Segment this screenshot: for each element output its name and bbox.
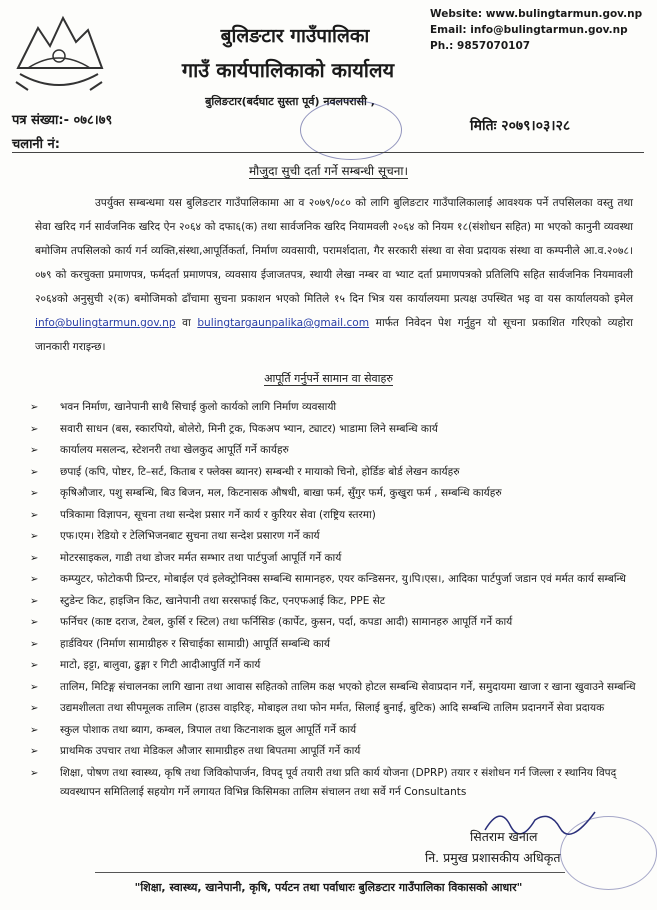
list-title: आपूर्ति गर्नुपर्ने सामान वा सेवाहरु bbox=[264, 372, 393, 385]
signatory-title: नि. प्रमुख प्रशासकीय अधिकृत bbox=[425, 850, 561, 865]
bullet-arrow-icon: ➢ bbox=[30, 681, 39, 693]
list-item-text: शिक्षा, पोषण तथा स्वास्थ्य, कृषि तथा जिविकोपार्जन, विपद् पूर्व तयारी तथा प्रति कार्य योजना (DPRP) तयार र संशोधन गर्न जिल्ला र स्थानिय विपद् व्यवस्थापन समितिलाई सहयोग गर्ने लगायत विभिन्न किसिमका तालिम संचालन तथा सर्वे गर्न Consultants bbox=[60, 766, 617, 798]
list-item bbox=[30, 742, 642, 762]
bullet-arrow-icon: ➢ bbox=[30, 660, 39, 671]
list-item-text: छपाई (कपि, पोष्टर, टि–सर्ट, किताब र फ्लेक्स ब्यानर) सम्बन्धी र मायाको चिनो, होर्डिङ बोर्ड लेखन कार्यहरु bbox=[60, 465, 460, 478]
list-item bbox=[30, 398, 642, 418]
notice-body bbox=[35, 191, 633, 359]
list-item bbox=[30, 441, 642, 461]
list-item-text: कृषिऔजार, पशु सम्बन्धि, बिउ बिजन, मल, किटनासक औषधी, बाखा फर्म, सुँगुर फर्म, कुखुरा फर्म , सम्बन्धि कार्यहरु bbox=[60, 487, 502, 499]
list-item-text: कार्यालय मसलन्द, स्टेशनरी तथा खेलकुद आपूर्ति गर्ने कार्यहरु bbox=[60, 444, 289, 456]
list-item bbox=[30, 484, 642, 504]
list-item bbox=[30, 721, 642, 741]
notice-subject: मौजुदा सुची दर्ता गर्ने सम्बन्धी सूचना। bbox=[248, 164, 409, 178]
office-name: बुलिङटार गाउँपालिका bbox=[220, 25, 370, 47]
email-text: Email: info@bulingtarmun.gov.np bbox=[430, 24, 628, 36]
list-item-text: स्कुल पोशाक तथा ब्याग, कम्बल, त्रिपाल तथा किटनाशक झुल आपूर्ति गर्ने कार्य bbox=[60, 723, 357, 736]
list-item-text: तालिम, मिटिङ्ग संचालनका लागि खाना तथा आवास सहितको तालिम कक्ष भएको होटल सम्बन्धि सेवाप्रदान गर्ने, समुदायमा खाजा र खाना खुवाउने सम्बन्धि bbox=[60, 680, 636, 693]
dispatch-number: चलानी नं: bbox=[12, 137, 60, 152]
bullet-arrow-icon: ➢ bbox=[30, 746, 39, 757]
reference-number: पत्र संख्या:- ०७८।७९ bbox=[12, 113, 113, 128]
list-item-text: कम्प्युटर, फोटोकपी प्रिन्टर, मोबाईल एवं इलेक्ट्रोनिक्स सम्बन्धि सामानहरु, एयर कन्डिसनर, यु।पि।एस।, आदिका पार्टपुर्जा जडान एवं मर्मत कार्य सम्बन्धि bbox=[60, 573, 626, 585]
supply-list bbox=[30, 398, 642, 805]
list-item bbox=[30, 635, 642, 655]
footer-divider bbox=[95, 872, 565, 873]
bullet-arrow-icon: ➢ bbox=[30, 767, 39, 779]
office-stamp-icon bbox=[300, 100, 402, 160]
bullet-arrow-icon: ➢ bbox=[30, 638, 39, 650]
list-item bbox=[30, 506, 642, 526]
bullet-arrow-icon: ➢ bbox=[30, 402, 39, 413]
government-emblem-icon bbox=[8, 8, 110, 100]
body-paragraph bbox=[35, 191, 633, 359]
office-name-secondary: गाउँ कार्यपालिकाको कार्यालय bbox=[181, 58, 395, 82]
official-seal-icon bbox=[560, 816, 657, 890]
list-item-text: पत्रिकामा विज्ञापन, सूचना तथा सन्देश प्रसार गर्ने कार्य र कुरियर सेवा (राष्ट्रिय स्तरमा) bbox=[60, 508, 376, 521]
list-item bbox=[30, 678, 642, 698]
signatory-name: सितराम खनाल bbox=[470, 829, 538, 844]
list-item-text: माटो, इट्टा, बालुवा, ढुङ्गा र गिटी आदीआपुर्ति गर्ने कार्य bbox=[60, 659, 261, 671]
bullet-arrow-icon: ➢ bbox=[30, 617, 39, 628]
contact-block bbox=[430, 6, 642, 54]
list-item-text: उद्यमशीलता तथा सीपमूलक तालिम (हाउस वाइरिङ्, मोबाइल तथा फोन मर्मत, सिलाई बुनाई, बुटिक) आदि सम्बन्धि तालिम प्रदानगर्ने सेवा प्रदायक bbox=[60, 702, 605, 714]
bullet-arrow-icon: ➢ bbox=[30, 509, 39, 521]
footer-slogan: "शिक्षा, स्वास्थ्य, खानेपानी, कृषि, पर्यटन तथा पर्वाधारः बुलिङटार गाउँपालिका विकासको आधार" bbox=[134, 881, 523, 894]
bullet-arrow-icon: ➢ bbox=[30, 445, 39, 456]
office-email-link[interactable]: info@bulingtarmun.gov.np bbox=[35, 317, 176, 329]
list-item bbox=[30, 463, 642, 483]
list-item-text: स्टुडेन्ट किट, हाइजिन किट, खानेपानी तथा सरसफाई किट, एनएफआई किट, PPE सेट bbox=[60, 594, 386, 607]
list-item bbox=[30, 527, 642, 547]
list-item-text: सवारी साधन (बस, स्कारपियो, बोलेरो, मिनी ट्रक, पिकअप भ्यान, ट्याटर) भाडामा लिने सम्बन्धि कार्य bbox=[60, 422, 438, 435]
list-item bbox=[30, 699, 642, 719]
list-item-text: प्राथमिक उपचार तथा मेडिकल औजार सामाग्रीहरु तथा बिपतमा आपूर्ति गर्ने कार्य bbox=[60, 745, 361, 757]
header-divider bbox=[12, 152, 644, 153]
bullet-arrow-icon: ➢ bbox=[30, 531, 39, 542]
bullet-arrow-icon: ➢ bbox=[30, 423, 39, 435]
list-item bbox=[30, 656, 642, 676]
list-item-text: भवन निर्माण, खानेपानी साथै सिचाई कुलो कार्यको लागि निर्माण व्यवसायी bbox=[60, 401, 337, 413]
bullet-arrow-icon: ➢ bbox=[30, 552, 39, 564]
website-text: Website: www.bulingtarmun.gov.np bbox=[430, 8, 643, 20]
body-text-3: मार्फत निवेदन पेश गर्नुहुन यो सूचना प्रकाशित गरिएको व्यहोरा जानकारी गराइन्छ। bbox=[35, 317, 633, 353]
list-item bbox=[30, 613, 642, 633]
bullet-arrow-icon: ➢ bbox=[30, 724, 39, 736]
gmail-link[interactable]: bulingtargaunpalika@gmail.com bbox=[197, 317, 370, 329]
list-item-text: मोटरसाइकल, गाडी तथा डोजर मर्मत सम्भार तथा पार्टपुर्जा आपूर्ति गर्ने कार्य bbox=[60, 551, 342, 564]
list-item-text: फर्निचर (काष्ट दराज, टेबल, कुर्सि र स्टिल) तथा फर्निसिङ (कार्पेट, कुसन, पर्दा, कपडा आदी) सामानहरु आपूर्ति गर्ने कार्य bbox=[60, 616, 513, 628]
bullet-arrow-icon: ➢ bbox=[30, 574, 39, 585]
bullet-arrow-icon: ➢ bbox=[30, 703, 39, 714]
list-item bbox=[30, 592, 642, 612]
notice-date: मितिः २०७९।०३।२८ bbox=[470, 118, 571, 134]
list-item-text: एफ।एम। रेडियो र टेलिभिजनबाट सुचना तथा सन्देश प्रसारण गर्ने कार्य bbox=[60, 530, 320, 542]
office-address: बुलिङटार(बर्दघाट सुस्ता पूर्व) नवलपरासी , bbox=[205, 95, 375, 108]
phone-text: Ph.: 9857070107 bbox=[430, 40, 531, 52]
list-item-text: हार्डवियर (निर्माण सामाग्रीहरु र सिचाईका सामाग्री) आपूर्ति सम्बन्धि कार्य bbox=[60, 637, 330, 650]
bullet-arrow-icon: ➢ bbox=[30, 595, 39, 607]
list-item bbox=[30, 549, 642, 569]
list-item bbox=[30, 420, 642, 440]
bullet-arrow-icon: ➢ bbox=[30, 466, 39, 478]
body-text-1: उपर्युक्त सम्बन्धमा यस बुलिङटार गाउँपालिकामा आ व २०७९/०८० को लागि बुलिङटार गाउँपालिकालाई आवश्यक पर्ने तपसिलका वस्तु तथा सेवा खरिद गर्न सार्वजनिक खरिद ऐन २०६४ को दफा६(क) तथा सार्वजनिक खरिद नियामवली २०६४ को नियम १८(संशोधन सहित) मा भएको कानुनी व्यवस्था बमोजिम तपसिलको कार्य गर्न व्यक्ति,संस्था,आपूर्तिकर्ता, निर्माण व्यवसायी, परामर्शदाता, गैर सरकारी संस्था वा सेवा प्रदायक संस्था वा कम्पनीले आ.व.२०७८।०७९ को करचुक्ता प्रमाणपत्र, फर्मदर्ता प्रमाणपत्र, व्यवसाय ईजाजतपत्र, स्थायी लेखा नम्बर वा भ्याट दर्ता प्रमाणपत्रको प्रतिलिपि सहित सार्वजनिक नियमावली २०६४को अनुसुची २(क) बमोजिमको ढाँचामा सुचना प्रकाशन भएको मितिले १५ दिन भित्र यस कार्यालयमा प्रत्यक्ष उपस्थित भइ वा यस कार्यालयको इमेल bbox=[35, 197, 633, 305]
list-item bbox=[30, 570, 642, 590]
body-text-2: वा bbox=[182, 317, 191, 329]
list-item bbox=[30, 764, 642, 803]
bullet-arrow-icon: ➢ bbox=[30, 488, 39, 499]
